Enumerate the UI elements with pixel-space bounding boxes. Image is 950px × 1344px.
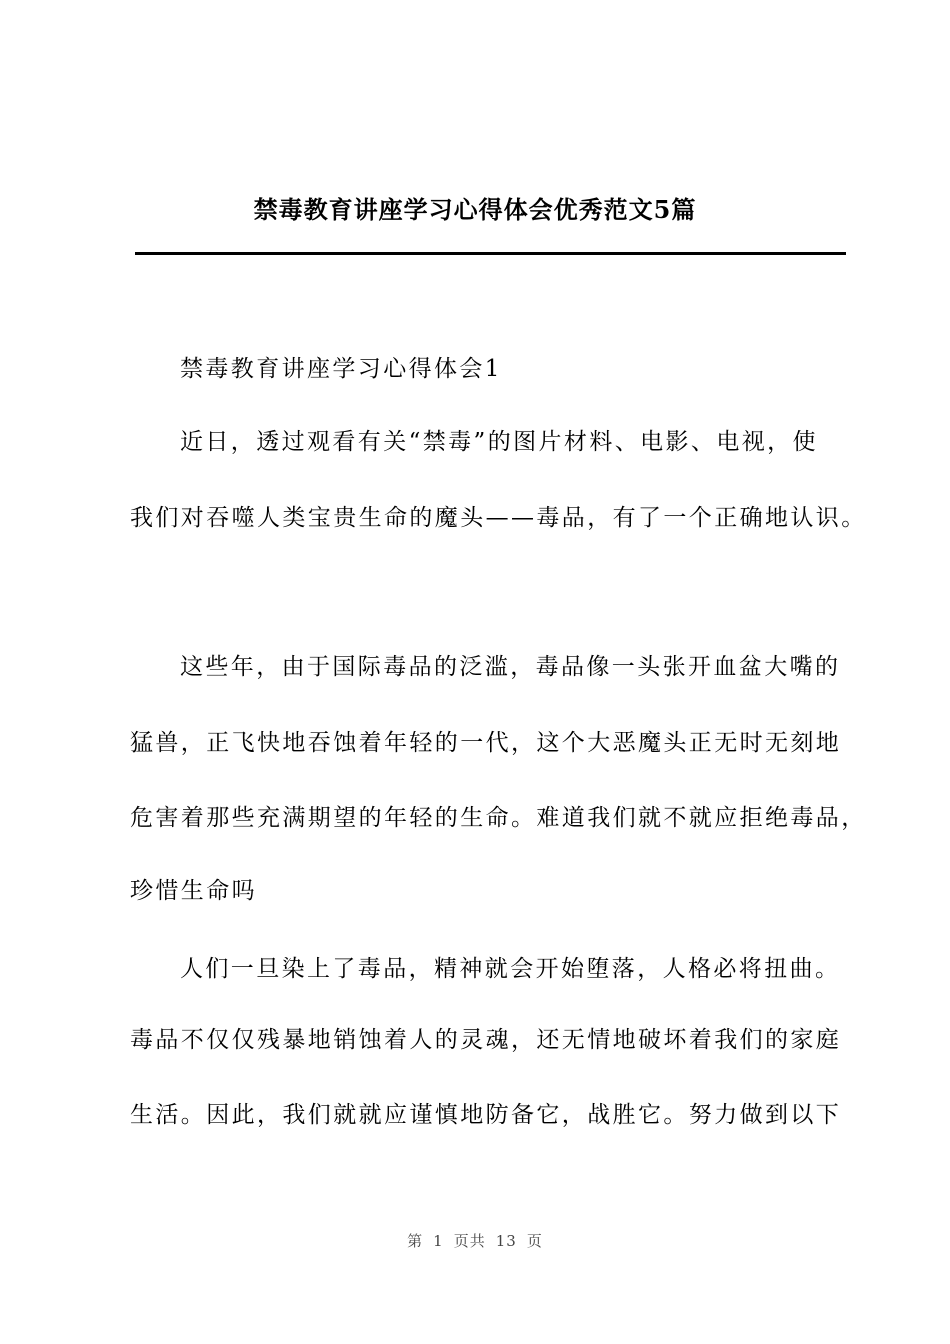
footer-suffix: 页 [526, 1232, 543, 1250]
paragraph-line: 这些年，由于国际毒品的泛滥，毒品像一头张开血盆大嘴的 [180, 654, 841, 680]
document-title: 禁毒教育讲座学习心得体会优秀范文5篇 [253, 195, 697, 224]
section-heading: 禁毒教育讲座学习心得体会1 [180, 356, 502, 382]
footer-prefix: 第 [407, 1232, 424, 1250]
paragraph-line: 危害着那些充满期望的年轻的生命。难道我们就不就应拒绝毒品， [130, 805, 867, 831]
paragraph-line: 生活。因此，我们就就应谨慎地防备它，战胜它。努力做到以下 [130, 1102, 842, 1128]
paragraph-line: 猛兽，正飞快地吞蚀着年轻的一代，这个大恶魔头正无时无刻地 [130, 730, 842, 756]
paragraph-line: 人们一旦染上了毒品，精神就会开始堕落，人格必将扭曲。 [180, 956, 841, 982]
footer-total-pages: 13 [495, 1232, 517, 1250]
paragraph-line: 近日，透过观看有关“禁毒”的图片材料、电影、电视，使 [180, 429, 818, 455]
paragraph-line: 毒品不仅仅残暴地销蚀着人的灵魂，还无情地破坏着我们的家庭 [130, 1027, 842, 1053]
paragraph-line: 珍惜生命吗 [130, 878, 257, 904]
footer-middle: 页共 [453, 1232, 486, 1250]
page-footer [0, 1231, 950, 1251]
title-underline [135, 252, 846, 255]
footer-page-number: 1 [433, 1232, 444, 1250]
paragraph-line: 我们对吞噬人类宝贵生命的魔头——毒品，有了一个正确地认识。 [130, 505, 867, 531]
